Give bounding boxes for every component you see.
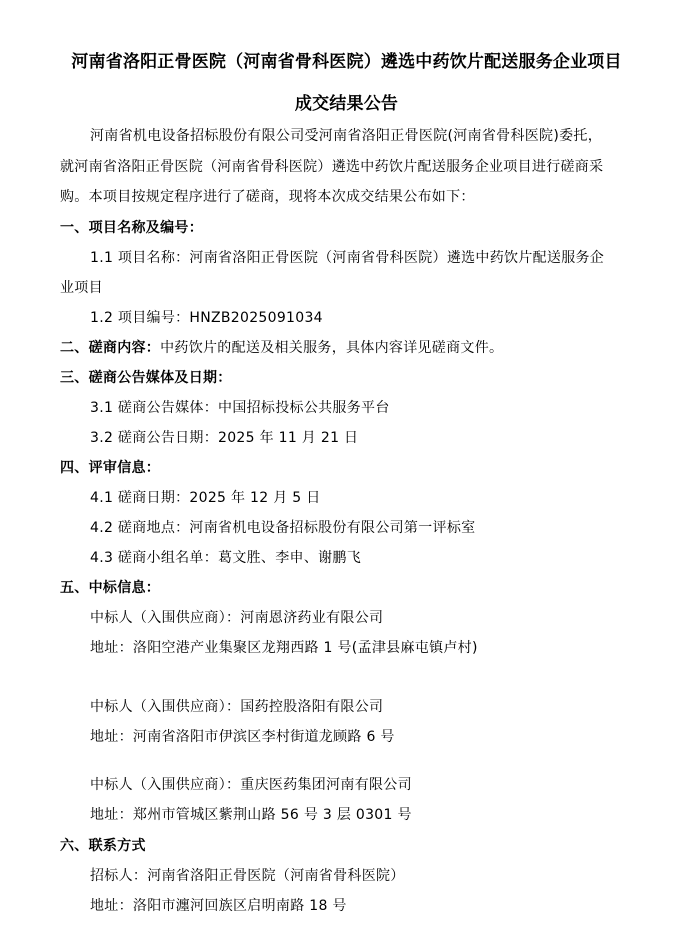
winner-1-name: 中标人（入围供应商）：河南恩济药业有限公司 <box>90 610 384 626</box>
section-4-heading: 四、评审信息： <box>60 460 161 476</box>
section-1-heading: 一、项目名称及编号： <box>60 220 203 236</box>
intro-line-1: 河南省机电设备招标股份有限公司受河南省洛阳正骨医院(河南省骨科医院)委托， <box>90 128 603 144</box>
title-line-2: 成交结果公告 <box>294 94 399 114</box>
intro-line-2: 就河南省洛阳正骨医院（河南省骨科医院）遴选中药饮片配送服务企业项目进行磋商采 <box>60 159 604 175</box>
tenderer-name: 招标人：河南省洛阳正骨医院（河南省骨科医院） <box>90 868 405 884</box>
tenderer-address: 地址：洛阳市瀍河回族区启明南路 18 号 <box>90 898 347 914</box>
item-4-3: 4.3 磋商小组名单：葛文胜、李申、谢鹏飞 <box>90 550 362 566</box>
section-2-content: 中药饮片的配送及相关服务，具体内容详见磋商文件。 <box>160 340 504 356</box>
winner-2-name: 中标人（入围供应商）：国药控股洛阳有限公司 <box>90 699 384 715</box>
section-6-heading: 六、联系方式 <box>60 838 146 854</box>
item-1-1-line-2: 业项目 <box>60 280 103 296</box>
section-5-heading: 五、中标信息： <box>60 580 161 596</box>
item-3-2: 3.2 磋商公告日期：2025 年 11 月 21 日 <box>90 430 359 446</box>
item-1-2: 1.2 项目编号：HNZB2025091034 <box>90 310 323 326</box>
winner-3-name: 中标人（入围供应商）：重庆医药集团河南有限公司 <box>90 777 412 793</box>
title-line-1: 河南省洛阳正骨医院（河南省骨科医院）遴选中药饮片配送服务企业项目 <box>71 52 622 72</box>
winner-3-address: 地址：郑州市管城区紫荆山路 56 号 3 层 0301 号 <box>90 807 412 823</box>
item-4-2: 4.2 磋商地点：河南省机电设备招标股份有限公司第一评标室 <box>90 520 476 536</box>
item-3-1: 3.1 磋商公告媒体：中国招标投标公共服务平台 <box>90 400 390 416</box>
item-4-1: 4.1 磋商日期：2025 年 12 月 5 日 <box>90 490 321 506</box>
item-1-1-line-1: 1.1 项目名称：河南省洛阳正骨医院（河南省骨科医院）遴选中药饮片配送服务企 <box>90 250 605 266</box>
intro-line-3: 购。本项目按规定程序进行了磋商，现将本次成交结果公布如下： <box>60 189 475 205</box>
winner-2-address: 地址：河南省洛阳市伊滨区李村街道龙顾路 6 号 <box>90 729 395 745</box>
section-2-row <box>60 338 503 358</box>
section-3-heading: 三、磋商公告媒体及日期： <box>60 370 232 386</box>
section-2-heading: 二、磋商内容： <box>60 340 161 356</box>
winner-1-address: 地址：洛阳空港产业集聚区龙翔西路 1 号(孟津县麻屯镇卢村) <box>90 640 478 656</box>
